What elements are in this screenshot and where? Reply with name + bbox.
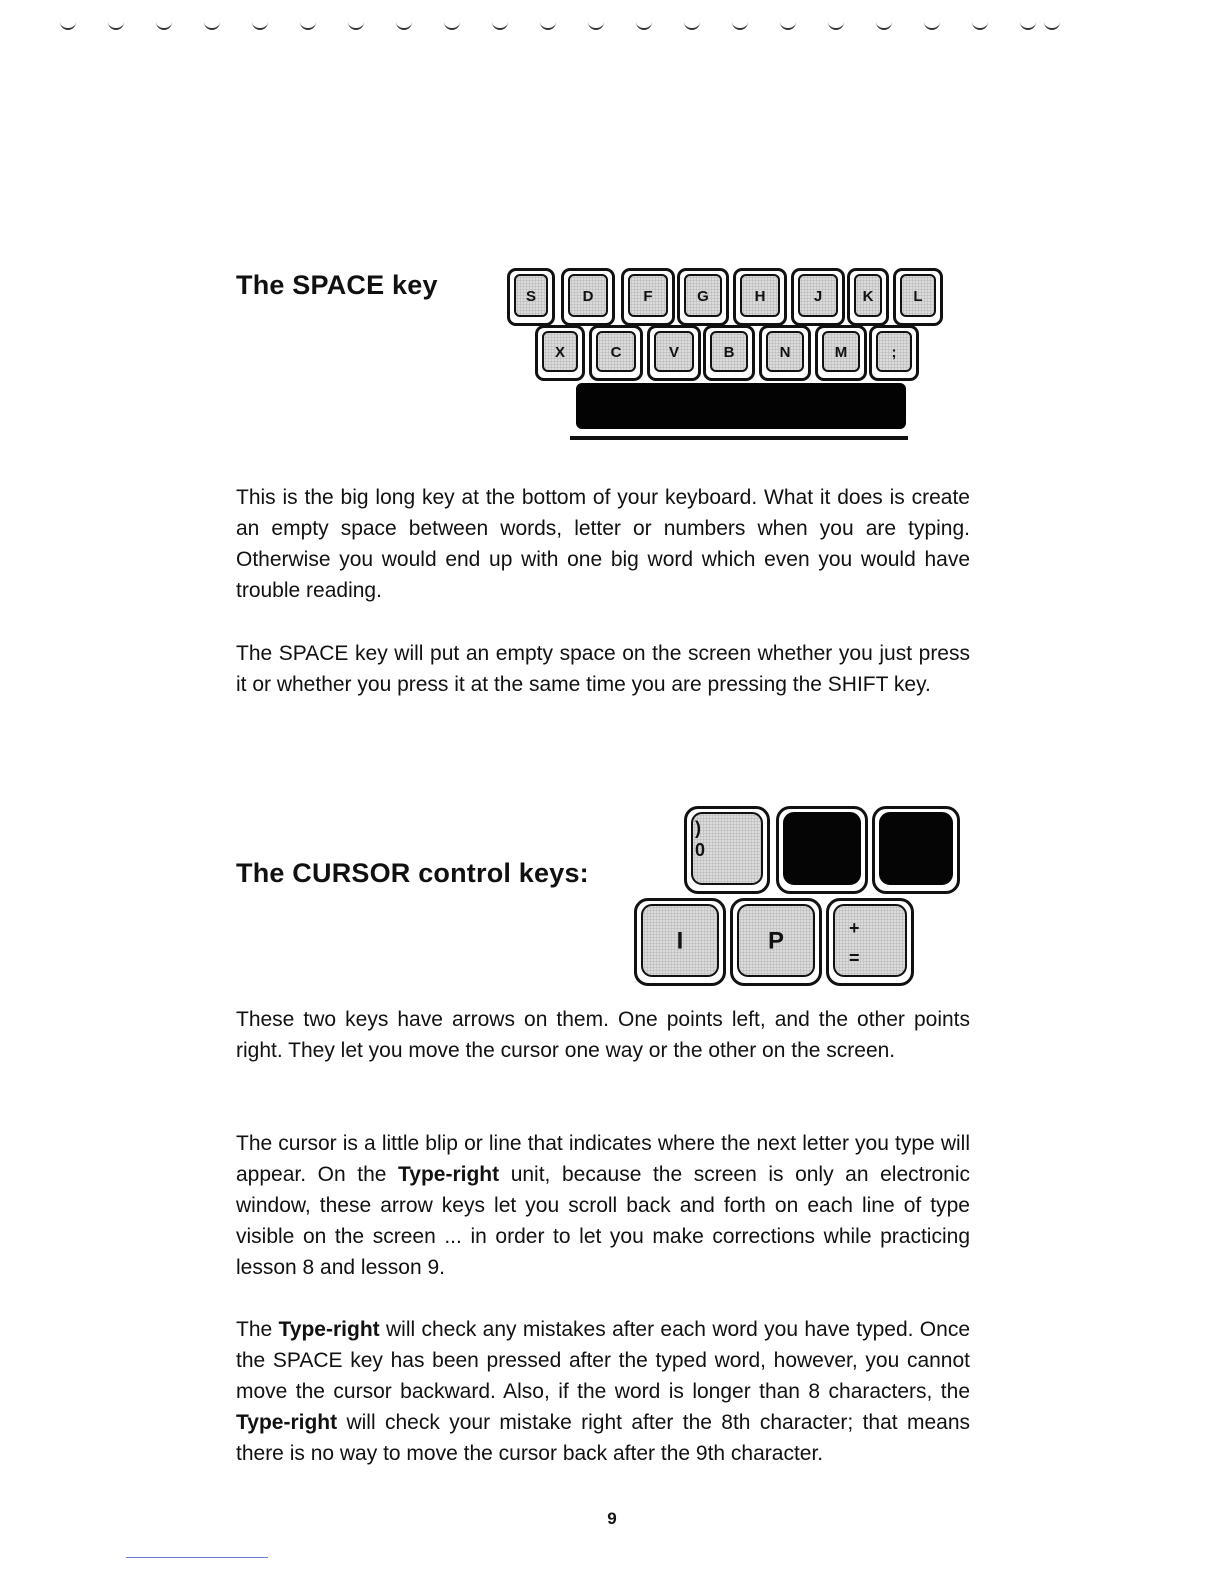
key-zero-top-label: ) <box>695 818 701 838</box>
cursor-paragraph-2 <box>236 1128 970 1283</box>
key-label: K <box>862 288 874 306</box>
key-label: F <box>643 288 653 306</box>
key-label: S <box>525 288 536 306</box>
key-label: B <box>723 344 735 362</box>
key-label: C <box>610 344 622 362</box>
text-run: will check any mistakes after each word you have typed. Once the SPACE key has been pressed after the typed word, however, you cannot move the cursor backward. Also, if the word is longer than 8 characters, the <box>236 1318 970 1403</box>
key-label: N <box>779 344 791 362</box>
key-label: H <box>754 288 766 306</box>
keycap-k <box>847 268 889 326</box>
cursor-paragraph-3 <box>236 1314 970 1469</box>
keycap-f <box>621 268 675 326</box>
key-label: I <box>676 927 684 955</box>
text-run: unit, because the screen is only an electronic window, these arrow keys let you scroll back and forth on each line of type visible on the screen ... in order to let you make corrections while practicing lesson 8 and lesson 9. <box>236 1163 970 1279</box>
key-label: X <box>554 344 565 362</box>
type-right-brand: Type-right <box>398 1163 500 1186</box>
keycap-zero <box>684 806 770 894</box>
keycap-n <box>759 325 811 381</box>
keycap-semicolon <box>869 325 919 381</box>
keycap-s <box>507 268 555 326</box>
text-run: The cursor is a little blip or line that indicates where the next letter you type will appear. On the <box>236 1132 970 1186</box>
key-label: M <box>834 344 848 362</box>
keycap-plus-equals <box>826 898 914 986</box>
text-run: will check your mistake right after the 8th character; that means there is no way to move the cursor back after the 9th character. <box>236 1411 970 1465</box>
keycap-h <box>733 268 787 326</box>
key-label: J <box>813 288 823 306</box>
type-right-brand: Type-right <box>278 1318 380 1341</box>
space-paragraph-1: This is the big long key at the bottom of your keyboard. What it does is create an empty space between words, letter or numbers when you are typing. Otherwise you would end up with one big word which even you would have trouble reading. <box>236 486 970 602</box>
key-label: ; <box>891 344 897 362</box>
cursor-keys-heading: The CURSOR control keys: <box>236 858 589 888</box>
key-zero-bottom-label: 0 <box>695 840 706 860</box>
cursor-paragraph-1: These two keys have arrows on them. One points left, and the other points right. They let you move the cursor one way or the other on the screen. <box>236 1008 970 1062</box>
key-label: D <box>582 288 594 306</box>
spacebar-key <box>576 383 906 429</box>
keycap-left-arrow-blank <box>776 806 868 894</box>
keycap-j <box>791 268 845 326</box>
key-label: V <box>668 344 679 362</box>
space-paragraph-2: The SPACE key will put an empty space on the screen whether you just press it or whether you press it at the same time you are pressing the SHIFT key. <box>236 642 970 696</box>
keycap-i <box>634 898 726 986</box>
keycap-x <box>535 325 585 381</box>
text-run: The <box>236 1318 279 1341</box>
keycap-c <box>589 325 643 381</box>
keycap-right-arrow-blank <box>872 806 960 894</box>
keycap-d <box>561 268 615 326</box>
space-key-heading: The SPACE key <box>236 270 438 300</box>
key-plus-legend <box>849 913 860 973</box>
key-zero-legend <box>695 817 705 861</box>
key-label: L <box>913 288 923 306</box>
footer-rule <box>126 1557 268 1558</box>
spacebar-underline <box>570 436 908 440</box>
keycap-l <box>893 268 943 326</box>
type-right-brand: Type-right <box>236 1411 338 1434</box>
keycap-b <box>703 325 755 381</box>
page-number: 9 <box>607 1509 617 1528</box>
key-plus-bottom-label: = <box>849 948 860 968</box>
keycap-p <box>730 898 822 986</box>
key-label: G <box>697 288 709 306</box>
perforation-marks <box>60 22 1060 36</box>
keycap-g <box>677 268 729 326</box>
key-plus-top-label: + <box>849 918 860 938</box>
keycap-v <box>647 325 701 381</box>
key-label: P <box>767 927 784 955</box>
keycap-m <box>815 325 867 381</box>
